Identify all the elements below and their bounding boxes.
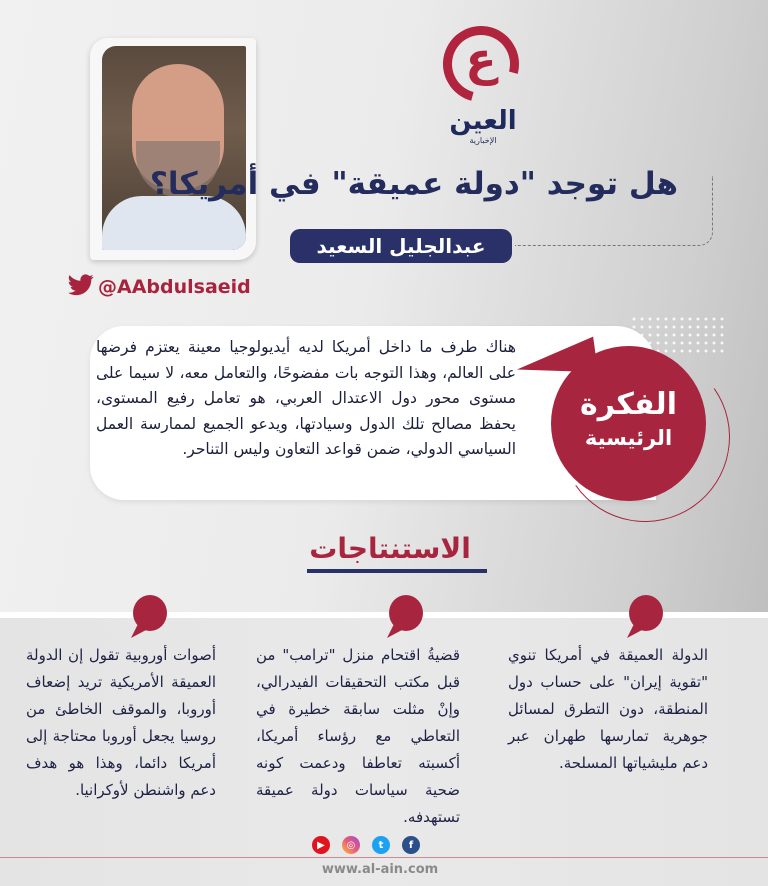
author-name-badge: عبدالجليل السعيد	[290, 229, 512, 263]
conclusion-item-3: أصوات أوروبية تقول إن الدولة العميقة الأمريكية تريد إضعاف أوروبا، والموقف الخاطئ من روسيا يجعل أوروبا محتاجة إلى أمريكا دائما، وهذا هو هدف دعم واشنطن لأوكرانيا.	[26, 646, 216, 799]
conclusion-item-2: قضيةُ اقتحام منزل "ترامب" من قبل مكتب التحقيقات الفيدرالي، وإنْ مثلت سابقة خطيرة في التعاطي مع رؤساء أمريكا، أكسبته تعاطفا ودعمت كونه ضحية سياسات دولة عميقة تستهدفه.	[256, 646, 460, 826]
twitter-icon[interactable]: t	[372, 836, 390, 854]
logo-subtitle: الإخبارية	[469, 136, 497, 145]
al-ain-logo	[441, 24, 525, 144]
logo-name: العين	[449, 106, 517, 136]
facebook-icon[interactable]: f	[402, 836, 420, 854]
conclusion-item-1: الدولة العميقة في أمريكا تنوي "تقوية إيران" على حساب دول المنطقة، دون التطرق لمسائل جوهرية تمارسها طهران عبر دعم مليشياتها المسلحة.	[508, 646, 708, 772]
article-title: هل توجد "دولة عميقة" في أمريكا؟	[149, 166, 678, 202]
twitter-bird-icon	[68, 274, 94, 300]
website-link[interactable]: www.al-ain.com	[321, 862, 439, 877]
logo-glyph: ع	[465, 32, 497, 86]
author-photo-frame	[90, 38, 256, 260]
speech-bubble-icon	[128, 594, 168, 640]
twitter-handle[interactable]	[68, 274, 251, 300]
main-idea-label-line1: الفكرة	[580, 387, 677, 422]
main-idea-label	[551, 386, 706, 452]
speech-bubble-icon	[624, 594, 664, 640]
main-idea-label-line2: الرئيسية	[584, 426, 673, 450]
youtube-icon[interactable]: ▶	[312, 836, 330, 854]
social-icons	[312, 836, 420, 854]
conclusions-heading: الاستنتاجات	[309, 532, 471, 565]
instagram-icon[interactable]: ◎	[342, 836, 360, 854]
conclusions-underline	[307, 569, 487, 573]
speech-bubble-icon	[384, 594, 424, 640]
main-idea-text: هناك طرف ما داخل أمريكا لديه أيديولوجيا معينة يعتزم فرضها على العالم، وهذا التوجه بات مفضوحًا، والتعامل معه، لا سيما على مستوى محور دول الاعتدال العربي، هو تعامل رفيع المستوى، يحفظ مصالح تلك الدول وسيادتها، ويدعو الجميع لممارسة العمل السياسي الدولي، ضمن قواعد التعاون وليس التناحر.	[96, 338, 516, 458]
twitter-handle-text: @AAbdulsaeid	[98, 276, 251, 298]
author-photo	[102, 46, 246, 250]
footer-divider	[0, 857, 768, 858]
